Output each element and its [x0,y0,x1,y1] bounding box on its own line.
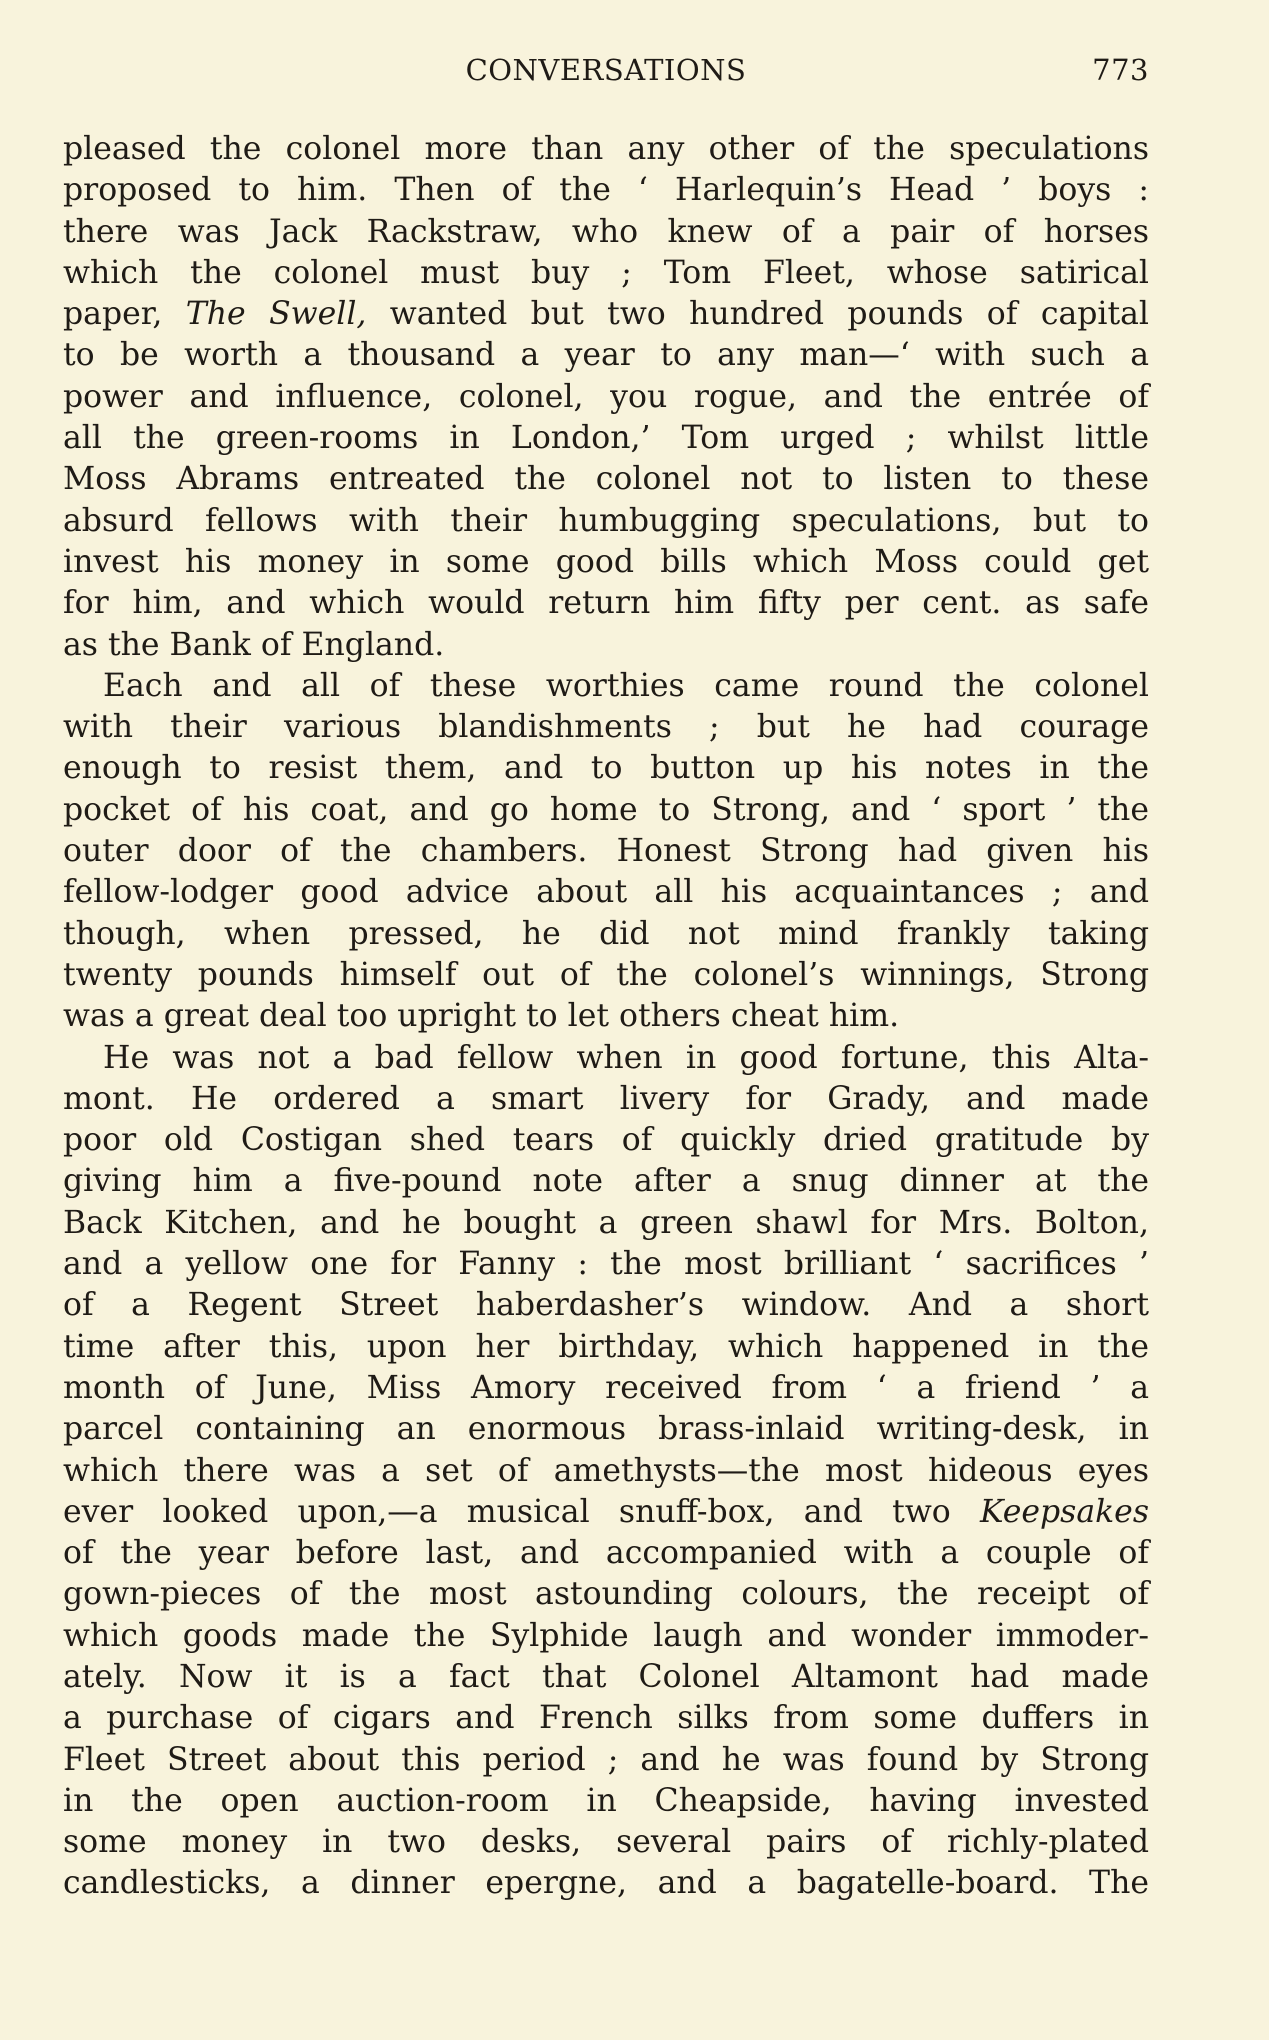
text-line: invest his money in some good bills which Moss could get [63,543,1149,580]
running-title: CONVERSATIONS [465,53,747,87]
text-line: of the year before last, and accompanied with a couple of [63,1535,1149,1572]
page-number: 773 [1092,53,1149,87]
text-line: of a Regent Street haberdasher’s window. And a short [63,1287,1149,1324]
italic-title: Keepsakes [980,1493,1149,1530]
text-line: to be worth a thousand a year to any man—‘ with such a [63,337,1149,374]
text-line: for him, and which would return him fifty per cent. as safe [63,585,1149,622]
text-run: wanted but two hundred pounds of capital [366,296,1149,333]
text-line: He was not a bad fellow when in good fortune, this Alta- [103,1039,1149,1076]
italic-title: The Swell, [185,296,367,333]
text-line: outer door of the chambers. Honest Strong had given his [63,833,1149,870]
text-line: there was Jack Rackstraw, who knew of a pair of horses [63,213,1149,250]
text-line: though, when pressed, he did not mind frankly taking [63,915,1149,952]
text-line: with their various blandishments ; but he had courage [63,709,1149,746]
text-line: power and influence, colonel, you rogue, and the entrée of [63,378,1149,415]
text-line: gown-pieces of the most astounding colours, the receipt of [63,1576,1149,1613]
text-line: twenty pounds himself out of the colonel’s winnings, Strong [63,956,1149,993]
text-line: candlesticks, a dinner epergne, and a bagatelle-board. The [63,1865,1149,1902]
text-line: Moss Abrams entreated the colonel not to listen to these [63,461,1149,498]
body-text [63,129,1149,1905]
text-line: Back Kitchen, and he bought a green shawl for Mrs. Bolton, [63,1204,1149,1241]
text-line [63,1492,1149,1533]
text-line: and a yellow one for Fanny : the most brilliant ‘ sacrifices ’ [63,1246,1149,1283]
text-line: pocket of his coat, and go home to Strong, and ‘ sport ’ the [63,791,1149,828]
text-line: proposed to him. Then of the ‘ Harlequin’s Head ’ boys : [63,172,1149,209]
text-line: which there was a set of amethysts—the most hideous eyes [63,1452,1149,1489]
text-line: time after this, upon her birthday, which happened in the [63,1328,1149,1365]
text-run: paper, [63,296,186,333]
text-line: was a great deal too upright to let others cheat him. [63,998,900,1035]
text-line: Fleet Street about this period ; and he was found by Strong [63,1741,1149,1778]
text-line: month of June, Miss Amory received from ‘ a friend ’ a [63,1369,1149,1406]
text-line: a purchase of cigars and French silks from some duffers in [63,1700,1149,1737]
text-line: which goods made the Sylphide laugh and wonder immoder- [63,1617,1149,1654]
running-head [63,50,1149,90]
text-line: ately. Now it is a fact that Colonel Altamont had made [63,1658,1149,1695]
text-line: enough to resist them, and to button up his notes in the [63,750,1149,787]
text-line: mont. He ordered a smart livery for Grady, and made [63,1080,1149,1117]
text-line: parcel containing an enormous brass-inlaid writing-desk, in [63,1411,1149,1448]
text-line: in the open auction-room in Cheapside, having invested [63,1782,1149,1819]
text-line: pleased the colonel more than any other of the speculations [63,131,1149,167]
text-line: as the Bank of England. [63,626,445,663]
text-line: fellow-lodger good advice about all his acquaintances ; and [63,874,1149,911]
text-line: poor old Costigan shed tears of quickly dried gratitude by [63,1122,1149,1159]
text-line: which the colonel must buy ; Tom Fleet, whose satirical [63,254,1149,291]
text-line: absurd fellows with their humbugging speculations, but to [63,502,1149,539]
text-line [63,294,1149,335]
text-run: ever looked upon,—a musical snuff-box, and two [63,1493,981,1530]
text-line: some money in two desks, several pairs of richly-plated [63,1824,1149,1861]
text-line: all the green-rooms in London,’ Tom urged ; whilst little [63,420,1149,457]
text-line: giving him a five-pound note after a snug dinner at the [63,1163,1149,1200]
text-line: Each and all of these worthies came round the colonel [103,667,1149,704]
